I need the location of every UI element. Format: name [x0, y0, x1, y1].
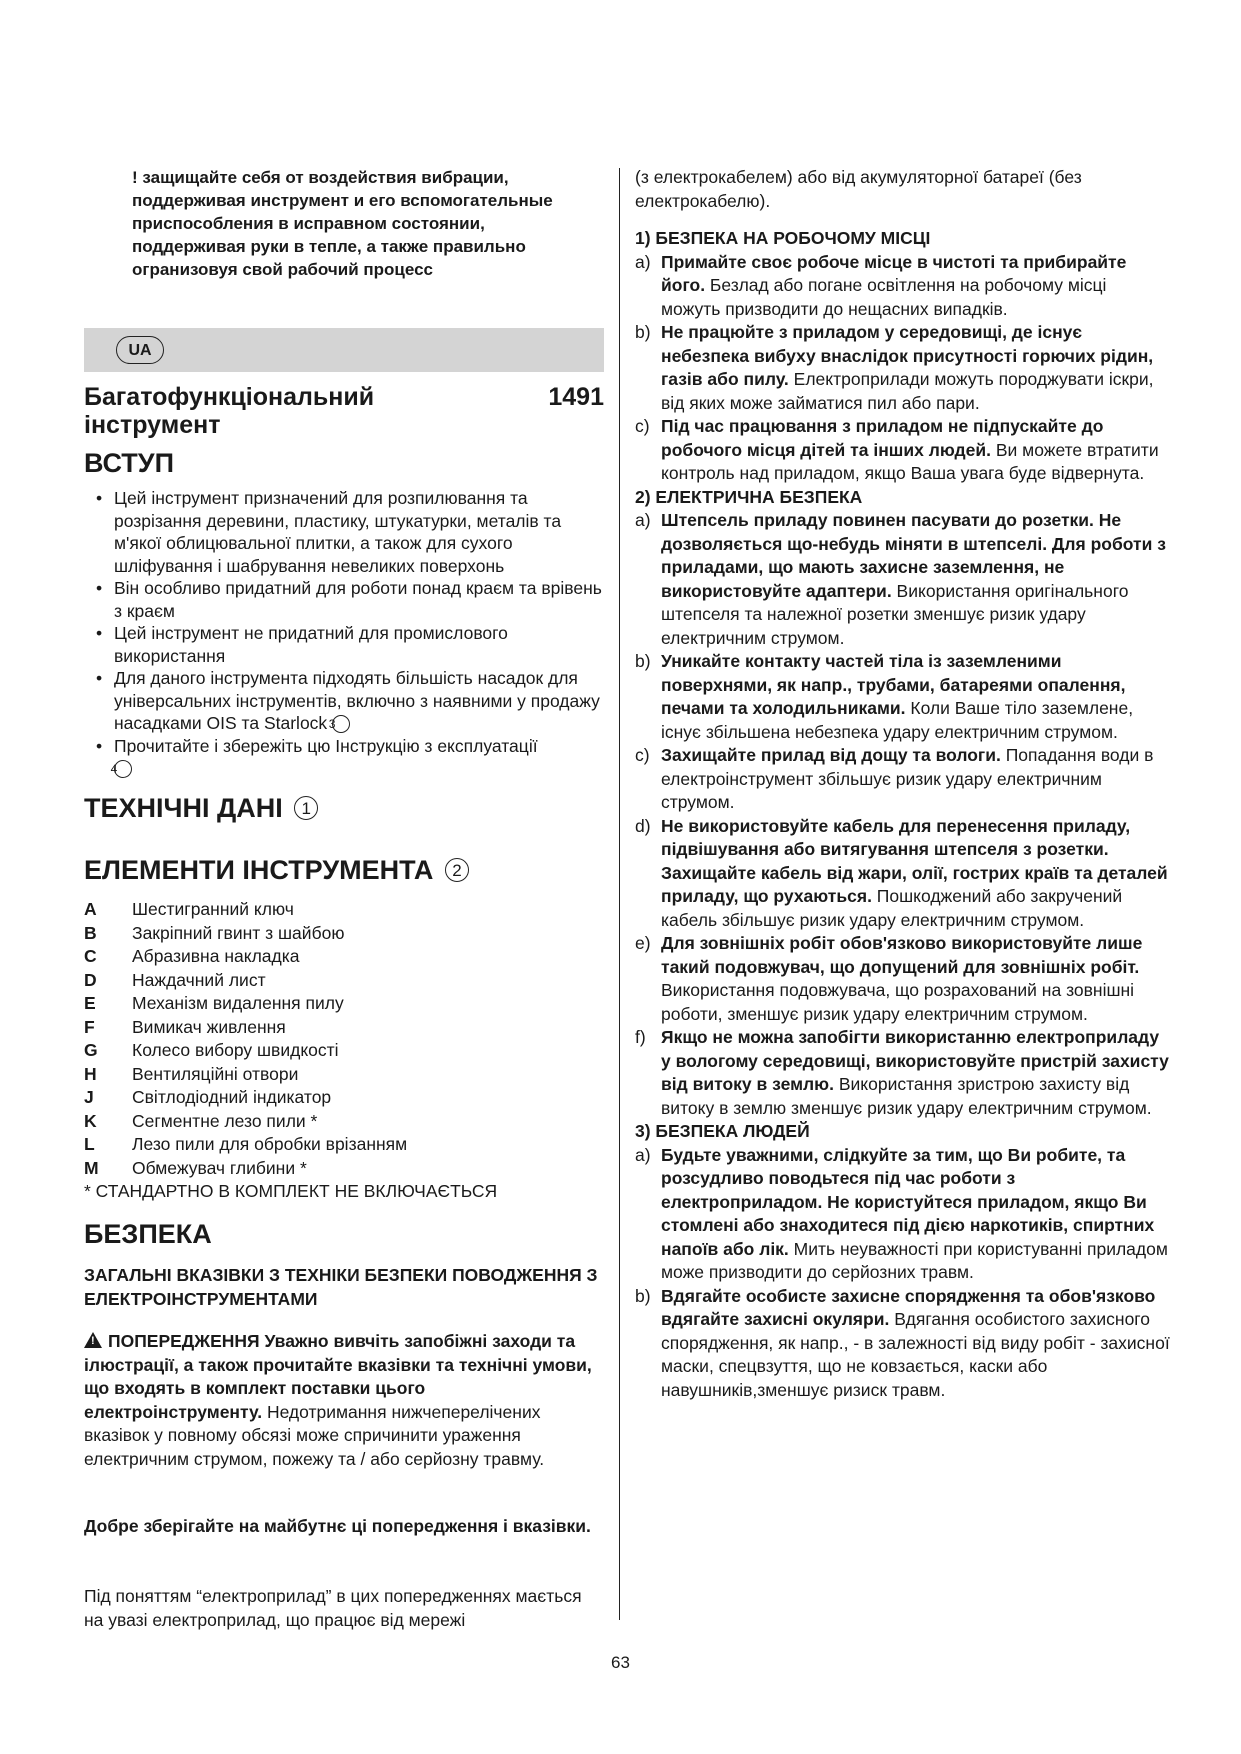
list-item: e) Для зовнішніх робіт обов'язково використовуйте лише такий подовжувач, що допущений для зовнішніх робіт. Використання подовжувача, що розрахований на зовнішні роботи, зменшує ризик удару електричним струмом. — [635, 933, 1143, 1024]
title-line-2: інструмент — [84, 411, 221, 439]
safety-subheading: ЗАГАЛЬНІ ВКАЗІВКИ З ТЕХНІКИ БЕЗПЕКИ ПОВОДЖЕННЯ З ЕЛЕКТРОІНСТРУМЕНТАМИ — [84, 1265, 598, 1309]
language-badge: UA — [116, 336, 164, 364]
list-item: • Цей інструмент призначений для розпилювання та розрізання деревини, пластику, штукатурки, металів та м'якої облицювальної плитки, а також для сухого шліфування і шабрування невеликих поверхонь — [84, 487, 604, 577]
list-item: E Механізм видалення пилу — [84, 993, 344, 1013]
section-heading-3: 3) БЕЗПЕКА ЛЮДЕЙ — [635, 1121, 810, 1141]
safety-heading: БЕЗПЕКА — [84, 1219, 212, 1249]
elements-heading: ЕЛЕМЕНТИ ІНСТРУМЕНТА 2 — [84, 855, 469, 886]
right-column — [635, 166, 1170, 1402]
list-item: F Вимикач живлення — [84, 1016, 286, 1037]
term-definition: Під поняттям “електроприлад” в цих попередженнях мається на увазі електроприлад, що працює від мережі — [84, 1586, 582, 1630]
list-item: • Цей інструмент не придатний для промислового використання — [84, 622, 604, 667]
list-item: b) Уникайте контакту частей тіла із заземленими поверхнями, як напр., трубами, батареями опалення, печами та холодильниками. Коли Ваше тіло заземлене, існує збільшена небезпека удару електричним струмом. — [635, 651, 1134, 742]
list-item: c) Під час працювання з приладом не підпускайте до робочого місця дітей та інших людей. Ви можете втратити контроль над приладом, якщо Ваша увага буде відвернута. — [635, 416, 1159, 483]
list-item: H Вентиляційні отвори — [84, 1063, 299, 1084]
list-item: c) Захищайте прилад від дощу та вологи. Попадання води в електроінструмент збільшує ризик удару електричним струмом. — [635, 745, 1154, 812]
russian-warning: ! защищайте себя от воздействия вибрации, поддерживая инструмент и его вспомогательные приспособления в исправном состоянии, поддерживая руки в тепле, а также правильно огранизовуя свой рабочий процесс — [132, 168, 553, 279]
list-item: a) Будьте уважними, слідкуйте за тим, що Ви робите, та розсудливо поводьтеся під час роботи з електроприладом. Не користуйтеся приладом, якщо Ви стомлені або знаходитеся під дією наркотиків, спиртних напоїв або лік. Мить неуважності при користуванні приладом може призводити до серйозних травм. — [635, 1144, 1168, 1282]
list-item: f) Якщо не можна запобігти використанню електроприладу у вологому середовищі, використовуйте пристрій захисту від витоку в землю. Використання зристрою захисту від витоку в землю зменшує ризик удару електричним струмом. — [635, 1027, 1169, 1118]
elements-note: * СТАНДАРТНО В КОМПЛЕКТ НЕ ВКЛЮЧАЄТЬСЯ — [84, 1181, 498, 1201]
list-item: G Колесо вибору швидкості — [84, 1040, 339, 1060]
list-item: • Для даного інструмента підходять більшість насадок для універсальних інструментів, включно з наявними у продажу насадками OIS та Starlock 3 — [84, 667, 604, 735]
section-heading-1: 1) БЕЗПЕКА НА РОБОЧОМУ МІСЦІ — [635, 228, 931, 248]
continued-text: (з електрокабелем) або від акумуляторної батареї (без електрокабелю). — [635, 167, 1082, 211]
list-item: d) Не використовуйте кабель для перенесення приладу, підвішування або витягування штепселя з розетки. Захищайте кабель від жари, олії, гострих країв та деталей приладу, що рухаються. Пошкоджений або закручений кабель збільшує ризик удару електричним струмом. — [635, 815, 1168, 930]
warning-triangle-icon: ! — [84, 1332, 102, 1348]
warning-paragraph: ! ПОПЕРЕДЖЕННЯ Уважно вивчіть запобіжні заходи та ілюстрації, а також прочитайте вказівки та технічні умови, що входять в комплект поставки цього електроінструменту. Недотримання нижчеперелічених вказівок у повному обсязі може спричинити ураження електричним струмом, пожежу та / або серйозну травму. — [84, 1331, 592, 1469]
figure-ref-1: 1 — [294, 796, 318, 820]
list-item: • Прочитайте і збережіть цю Інструкцію з експлуатації 4 — [84, 735, 604, 780]
model-number: 1491 — [548, 383, 604, 411]
list-item: K Сегментне лезо пили * — [84, 1110, 318, 1131]
list-item: B Закріпний гвинт з шайбою — [84, 922, 345, 943]
list-item: a) Штепсель приладу повинен пасувати до розетки. Не дозволяється що-небудь міняти в штепселі. Для роботи з приладами, що мають захисне заземлення, не використовуйте адаптери. Використання оригінального штепселя та належної розетки зменшує ризик удару електричним струмом. — [635, 510, 1166, 648]
figure-ref-2: 2 — [445, 858, 469, 882]
list-item: • Він особливо придатний для роботи понад краєм та врівень з краєм — [84, 577, 604, 622]
page-number: 63 — [611, 1653, 630, 1672]
language-band — [84, 328, 604, 372]
list-item: b) Не працюйте з приладом у середовищі, де існує небезпека вибуху внаслідок присутності горючих рідин, газів або пилу. Електроприлади можуть породжувати іскри, від яких може займатися пил або пари. — [635, 322, 1154, 413]
list-item: C Абразивна накладка — [84, 946, 300, 966]
product-title — [84, 383, 604, 439]
intro-heading: ВСТУП — [84, 448, 174, 478]
list-item: J Світлодіодний індикатор — [84, 1087, 332, 1107]
list-item: b) Вдягайте особисте захисне спорядження та обов'язково вдягайте захисні окуляри. Вдягання особистого захисного спорядження, як напр., - в залежності від виду робіт - захисної маски, спецвзуття, що не ковзається, каски або навушників,зменшує ризиск травм. — [635, 1285, 1170, 1400]
figure-ref-4: 4 — [114, 760, 132, 778]
figure-ref-3: 3 — [332, 715, 350, 733]
list-item: L Лезо пили для обробки врізанням — [84, 1134, 408, 1154]
tech-data-heading: ТЕХНІЧНІ ДАНІ 1 — [84, 793, 318, 824]
title-line-1: Багатофункціональний — [84, 383, 375, 411]
list-item: D Наждачний лист — [84, 969, 266, 990]
intro-list — [84, 487, 604, 780]
list-item: A Шестигранний ключ — [84, 899, 294, 919]
section-heading-2: 2) ЕЛЕКТРИЧНА БЕЗПЕКА — [635, 486, 863, 507]
column-divider — [619, 168, 620, 1620]
elements-list — [84, 898, 604, 1204]
keep-instructions: Добре зберігайте на майбутнє ці попередження і вказівки. — [84, 1516, 591, 1536]
list-item: M Обмежувач глибини * — [84, 1157, 307, 1178]
list-item: a) Примайте своє робоче місце в чистоті та прибирайте його. Безлад або погане освітлення на робочому місці можуть призводити до нещасних випадків. — [635, 251, 1127, 319]
